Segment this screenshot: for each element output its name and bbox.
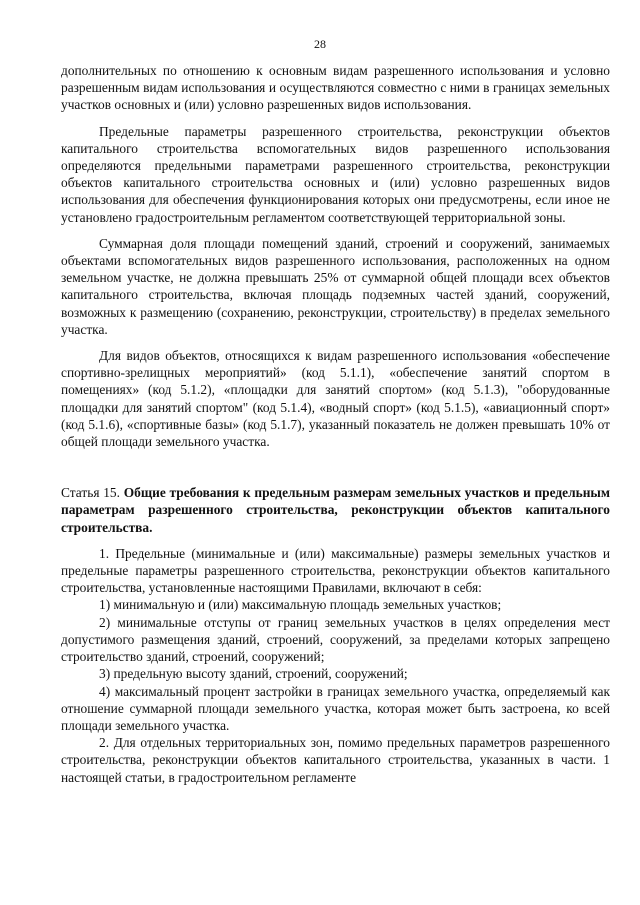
paragraph-area-share: Суммарная доля площади помещений зданий, строений и сооружений, занимаемых объектами вспомогательных видов разрешенного использования, расположенных на одном земельном участке, не должна превышать 25% от суммарной общей площади всех объектов капитального строительства, включая площадь подземных частей зданий, сооружений, возможных к размещению (сохранению, реконструкции, строительству) в пределах земельного участка. xyxy=(61,235,610,337)
subclause-2: 2) минимальные отступы от границ земельных участков в целях определения мест допустимого размещения зданий, строений, сооружений, за пределами которых запрещено строительство зданий, строений, сооружений; xyxy=(61,614,610,665)
clause-1: 1. Предельные (минимальные и (или) максимальные) размеры земельных участков и предельные параметры разрешенного строительства, реконструкции объектов капитального строительства, установленные настоящими Правилами, включают в себя: xyxy=(61,545,610,596)
paragraph-continuation: дополнительных по отношению к основным видам разрешенного использования и условно разрешенным видам использования и осуществляются совместно с ними в границах земельных участков основных и (или) условно разрешенных видов использования. xyxy=(61,63,610,113)
article-title: Общие требования к предельным размерам земельных участков и предельным параметрам разрешенного строительства, реконструкции объектов капитального строительства. xyxy=(61,485,610,535)
document-body xyxy=(61,62,610,786)
subclause-1: 1) минимальную и (или) максимальную площадь земельных участков; xyxy=(99,597,502,613)
clause-2: 2. Для отдельных территориальных зон, помимо предельных параметров разрешенного строительства, реконструкции объектов капитального строительства, указанных в части. 1 настоящей статьи, в градостроительном регламенте xyxy=(61,735,610,785)
paragraph-auxiliary-parameters: Предельные параметры разрешенного строительства, реконструкции объектов капитального строительства вспомогательных видов разрешенного использования определяются предельными параметрами разрешенного строительства, реконструкции объектов капитального строительства основных и (или) условно разрешенных видов использования для обеспечения функционирования которых они предусмотрены, если иное не установлено градостроительным регламентом соответствующей территориальной зоны. xyxy=(61,123,610,225)
subclause-3: 3) предельную высоту зданий, строений, сооружений; xyxy=(99,666,408,682)
paragraph-sport-objects: Для видов объектов, относящихся к видам разрешенного использования «обеспечение спортивно-зрелищных мероприятий» (код 5.1.1), «обеспечение занятий спортом в помещениях» (код 5.1.2), «площадки для занятий спортом» (код 5.1.3), "оборудованные площадки для занятий спортом" (код 5.1.4), «водный спорт» (код 5.1.5), «авиационный спорт» (код 5.1.6), «спортивные базы» (код 5.1.7), указанный показатель не должен превышать 10% от общей площади земельного участка. xyxy=(61,348,610,450)
subclause-4: 4) максимальный процент застройки в границах земельного участка, определяемый как отношение суммарной площади земельного участка, которая может быть застроена, ко всей площади земельного участка. xyxy=(61,683,610,733)
article-heading xyxy=(61,484,610,536)
article-number: Статья 15. xyxy=(61,485,120,501)
page-number: 28 xyxy=(314,37,326,51)
